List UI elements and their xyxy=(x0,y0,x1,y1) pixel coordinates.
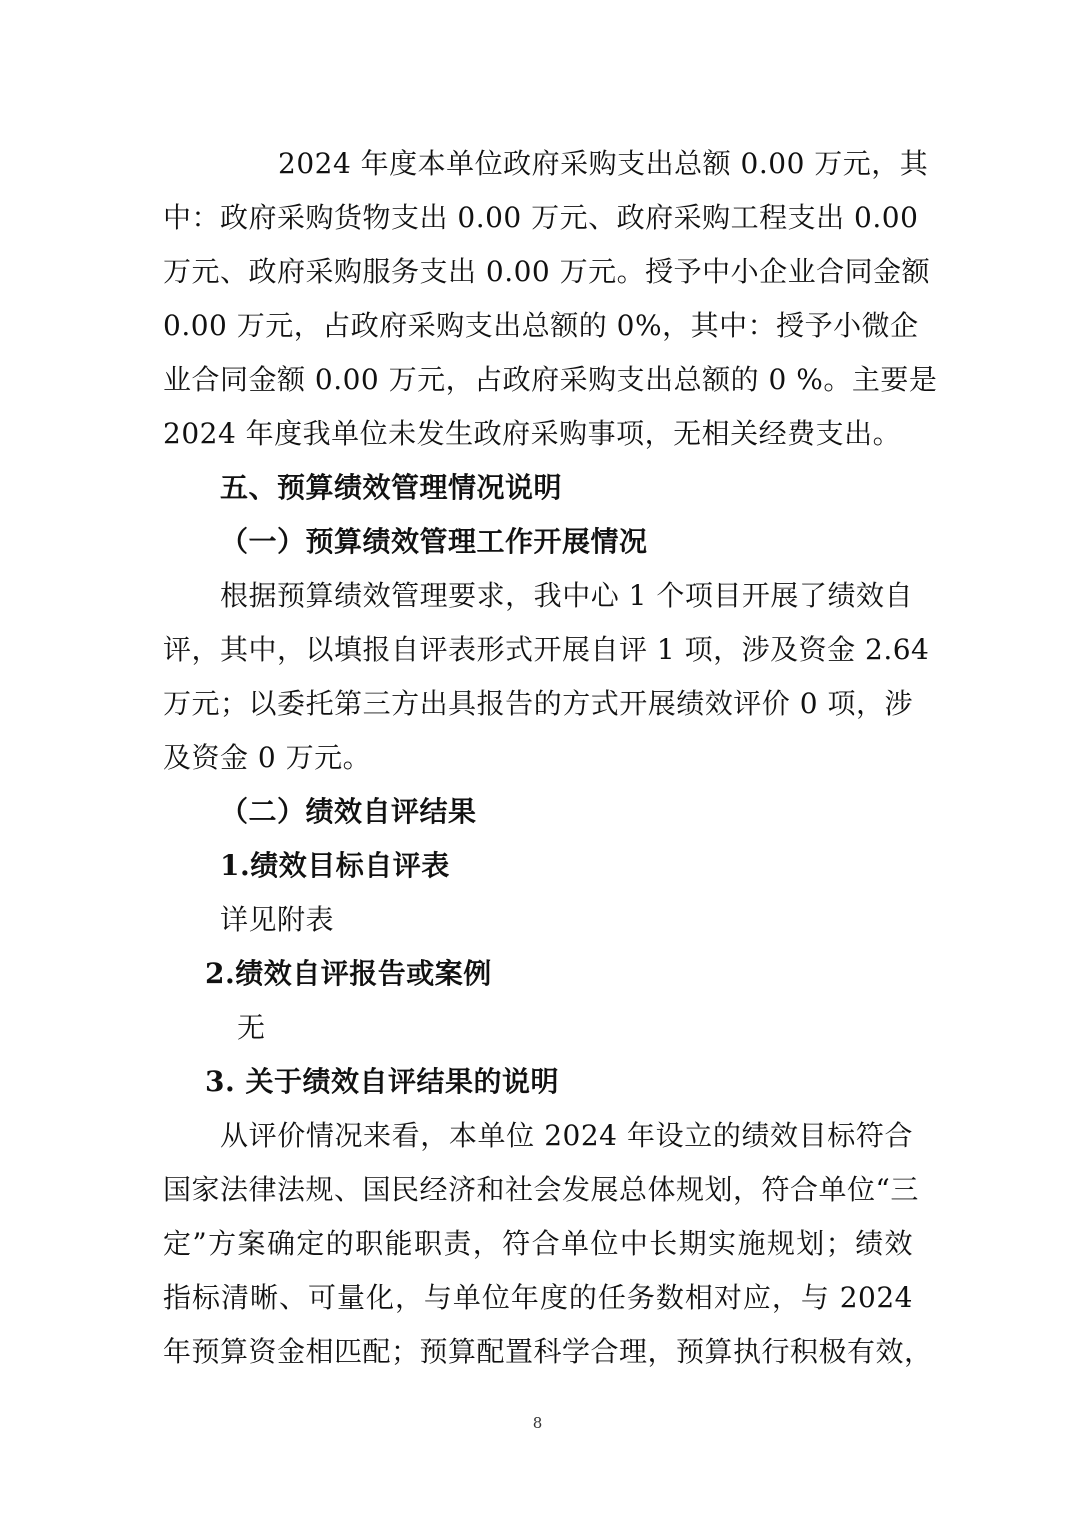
para-performance-line-3: 万元；以委托第三方出具报告的方式开展绩效评价 0 项，涉 xyxy=(163,687,913,720)
item-2-content: 无 xyxy=(237,1011,266,1044)
subsection-heading-2: （二）绩效自评结果 xyxy=(220,795,477,828)
para-performance-line-4: 及资金 0 万元。 xyxy=(163,741,372,774)
para-procurement-line-5: 业合同金额 0.00 万元，占政府采购支出总额的 0 %。主要是 xyxy=(163,363,938,396)
para-procurement-line-6: 2024 年度我单位未发生政府采购事项，无相关经费支出。 xyxy=(163,417,902,450)
para-evaluation-line-2: 国家法律法规、国民经济和社会发展总体规划，符合单位“三 xyxy=(163,1173,919,1206)
item-1-content: 详见附表 xyxy=(220,903,335,936)
para-evaluation-line-4: 指标清晰、可量化，与单位年度的任务数相对应，与 2024 xyxy=(163,1281,913,1314)
para-performance-line-1: 根据预算绩效管理要求，我中心 1 个项目开展了绩效自 xyxy=(220,579,913,612)
section-heading-5: 五、预算绩效管理情况说明 xyxy=(220,471,563,504)
page-number: 8 xyxy=(532,1414,543,1432)
para-procurement-line-1: 2024 年度本单位政府采购支出总额 0.00 万元，其 xyxy=(278,147,929,180)
item-heading-3: 3. 关于绩效自评结果的说明 xyxy=(205,1065,559,1098)
subsection-heading-1: （一）预算绩效管理工作开展情况 xyxy=(220,525,648,558)
para-evaluation-line-1: 从评价情况来看，本单位 2024 年设立的绩效目标符合 xyxy=(220,1119,913,1152)
item-heading-1: 1.绩效目标自评表 xyxy=(220,849,450,882)
item-heading-2: 2.绩效自评报告或案例 xyxy=(205,957,492,990)
para-procurement-line-2: 中：政府采购货物支出 0.00 万元、政府采购工程支出 0.00 xyxy=(163,201,919,234)
para-performance-line-2: 评，其中，以填报自评表形式开展自评 1 项，涉及资金 2.64 xyxy=(163,633,930,666)
para-procurement-line-3: 万元、政府采购服务支出 0.00 万元。授予中小企业合同金额 xyxy=(163,255,931,288)
para-evaluation-line-5: 年预算资金相匹配；预算配置科学合理，预算执行积极有效， xyxy=(163,1335,933,1368)
para-evaluation-line-3: 定”方案确定的职能职责，符合单位中长期实施规划；绩效 xyxy=(163,1227,913,1260)
para-procurement-line-4: 0.00 万元，占政府采购支出总额的 0%，其中：授予小微企 xyxy=(163,309,919,342)
